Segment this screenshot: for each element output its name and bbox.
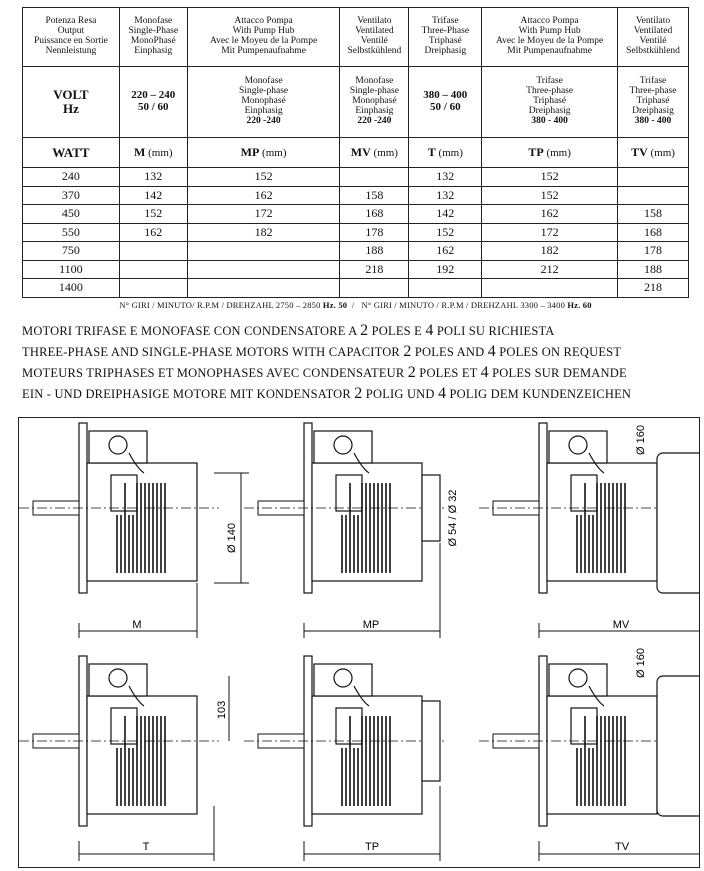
table-cell: 158 [618,205,689,224]
table-cell: 172 [187,205,340,224]
table-cell: 162 [119,223,187,242]
table-cell: 750 [23,242,120,261]
header-three-phase: Trifase Three-Phase Triphasé Dreiphasig [409,8,482,67]
table-cell: 240 [23,168,120,187]
table-cell: 192 [409,260,482,279]
dim-140: Ø 140 [226,523,238,553]
unit-cell: TP (mm) [482,138,618,168]
table-cell: 168 [340,205,409,224]
table-cell: 132 [409,168,482,187]
unit-cell: MV (mm) [340,138,409,168]
dim-160-top: Ø 160 [635,425,647,455]
table-cell [409,279,482,298]
table-header-row [23,8,689,67]
table-cell [618,186,689,205]
table-cell [482,279,618,298]
table-cell: 218 [340,260,409,279]
table-cell [618,168,689,187]
table-cell [119,242,187,261]
header-ventilated-single: Ventilato Ventilated Ventilé Selbstkühlend [340,8,409,67]
table-units-row [23,138,689,168]
unit-cell: TV (mm) [618,138,689,168]
table-cell: 172 [482,223,618,242]
description-english: THREE-PHASE AND SINGLE-PHASE MOTORS WITH CAPACITOR 2 POLES AND 4 POLES ON REQUEST [22,343,622,360]
table-cell: 132 [409,186,482,205]
table-cell [340,279,409,298]
table-cell: 142 [409,205,482,224]
table-cell: 182 [187,223,340,242]
label-t: T [142,841,150,853]
table-cell [119,279,187,298]
table-cell: 188 [340,242,409,261]
header-pump-hub-single: Attacco Pompa With Pump Hub Avec le Moyeu de la Pompe Mit Pumpenaufnahme [187,8,340,67]
table-cell: 212 [482,260,618,279]
motor-drawings-panel [18,417,700,868]
header-output: Potenza Resa Output Puissance en Sortie Nennleistung [23,8,120,67]
table-row [23,260,689,279]
tri-voltage-cell: 380 – 400 50 / 60 [409,67,482,138]
table-cell: 1100 [23,260,120,279]
label-tp: TP [364,841,380,853]
table-cell [187,260,340,279]
table-cell: 152 [119,205,187,224]
header-pump-hub-three: Attacco Pompa With Pump Hub Avec le Moyeu de la Pompe Mit Pumpenaufnahme [482,8,618,67]
drawing-m [19,423,249,638]
motor-drawings-svg [19,418,699,867]
mono-voltage-cell: 220 – 240 50 / 60 [119,67,187,138]
table-cell: 450 [23,205,120,224]
table-cell: 158 [340,186,409,205]
mv-phase-cell: Monofase Single-phase Monophasé Einphasig 220 -240 [340,67,409,138]
table-row [23,279,689,298]
drawing-tp [244,656,444,861]
watt-label: WATT [23,138,120,168]
table-cell [340,168,409,187]
unit-cell: MP (mm) [187,138,340,168]
description-french: MOTEURS TRIPHASES ET MONOPHASES AVEC CONDENSATEUR 2 POLES ET 4 POLES SUR DEMANDE [22,364,627,381]
table-row [23,242,689,261]
unit-cell: M (mm) [119,138,187,168]
unit-cell: T (mm) [409,138,482,168]
table-cell: 370 [23,186,120,205]
table-cell: 152 [187,168,340,187]
drawing-t [19,656,229,861]
table-row [23,168,689,187]
label-tv: TV [614,841,630,853]
table-cell: 132 [119,168,187,187]
tv-phase-cell: Trifase Three-phase Triphasé Dreiphasig 380 - 400 [618,67,689,138]
motor-spec-table [22,7,689,298]
rpm-note: N° GIRI / MINUTO/ R.P.M / DREHZAHL 2750 – 2850 Hz. 50 / N° GIRI / MINUTO / R.P.M / DREHZAHL 3300 – 3400 Hz. 60 [119,300,592,310]
drawing-tv [479,656,699,861]
mp-phase-cell: Monofase Single-phase Monophasé Einphasig 220 -240 [187,67,340,138]
description-italian: MOTORI TRIFASE E MONOFASE CON CONDENSATORE A 2 POLES E 4 POLI SU RICHIESTA [22,322,555,339]
table-cell: 142 [119,186,187,205]
header-ventilated-three: Ventilato Ventilated Ventilé Selbstkühlend [618,8,689,67]
table-cell: 152 [482,186,618,205]
header-single-phase: Monofase Single-Phase MonoPhasé Einphasig [119,8,187,67]
volt-hz-label: VOLT Hz [23,67,120,138]
table-cell: 178 [618,242,689,261]
table-cell: 178 [340,223,409,242]
table-cell: 550 [23,223,120,242]
table-row [23,186,689,205]
dim-54-32: Ø 54 / Ø 32 [447,489,459,547]
table-cell: 152 [482,168,618,187]
table-cell: 162 [187,186,340,205]
dim-103: 103 [216,700,228,720]
label-mp: MP [362,619,380,631]
table-cell: 188 [618,260,689,279]
label-m: M [132,619,142,631]
table-cell: 1400 [23,279,120,298]
table-cell: 162 [482,205,618,224]
table-body [23,168,689,298]
drawing-mv [479,423,699,638]
table-voltage-row [23,67,689,138]
table-cell [187,242,340,261]
dim-160-bottom: Ø 160 [635,648,647,678]
table-row [23,205,689,224]
table-cell: 152 [409,223,482,242]
table-cell: 218 [618,279,689,298]
table-cell: 168 [618,223,689,242]
description-german: EIN - UND DREIPHASIGE MOTORE MIT KONDENSATOR 2 POLIG UND 4 POLIG DEM KUNDENZEICHEN [22,385,632,402]
drawing-mp [244,423,444,638]
table-cell: 162 [409,242,482,261]
table-cell [119,260,187,279]
table-cell: 182 [482,242,618,261]
tp-phase-cell: Trifase Three-phase Triphasé Dreiphasig 380 - 400 [482,67,618,138]
table-row [23,223,689,242]
label-mv: MV [612,619,630,631]
table-cell [187,279,340,298]
